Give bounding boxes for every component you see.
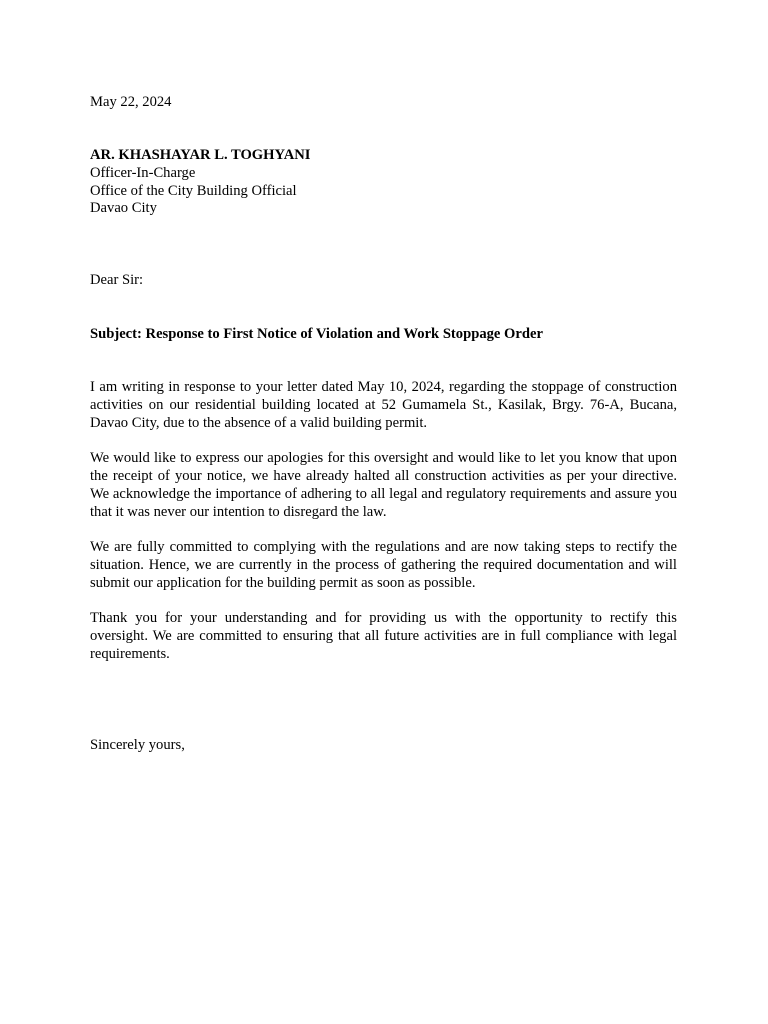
recipient-block (90, 147, 677, 218)
body-paragraph: We are fully committed to complying with the regulations and are now taking steps to rectify the situation. Hence, we are currently in the process of gathering the required documentation and will submit our application for the building permit as soon as possible. (90, 539, 677, 591)
salutation: Dear Sir: (90, 272, 144, 288)
recipient-title: Officer-In-Charge (90, 164, 196, 181)
body-paragraph: Thank you for your understanding and for providing us with the opportunity to rectify this oversight. We are committed to ensuring that all future activities are in full compliance with legal requirements. (90, 610, 677, 662)
letter-date: May 22, 2024 (90, 94, 172, 110)
letter-body (90, 379, 677, 682)
subject-line: Subject: Response to First Notice of Violation and Work Stoppage Order (90, 326, 543, 342)
closing-line: Sincerely yours, (90, 737, 185, 753)
recipient-name: AR. KHASHAYAR L. TOGHYANI (90, 147, 311, 163)
body-paragraph: I am writing in response to your letter dated May 10, 2024, regarding the stoppage of construction activities on our residential building located at 52 Gumamela St., Kasilak, Brgy. 76-A, Bucana, Davao City, due to the absence of a valid building permit. (90, 379, 677, 431)
body-paragraph: We would like to express our apologies for this oversight and would like to let you know that upon the receipt of your notice, we have already halted all construction activities as per your directive. We acknowledge the importance of adhering to all legal and regulatory requirements and assure you that it was never our intention to disregard the law. (90, 450, 677, 520)
recipient-office: Office of the City Building Official (90, 182, 297, 199)
recipient-city: Davao City (90, 200, 157, 217)
